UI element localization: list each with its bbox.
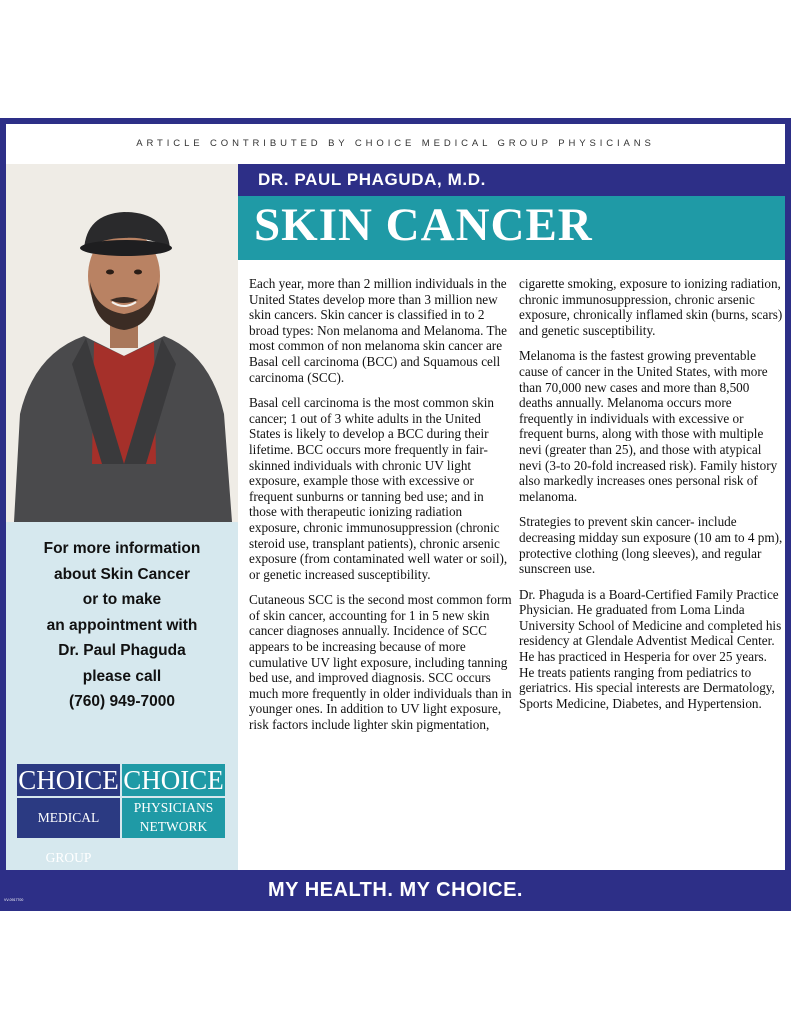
contact-line: about Skin Cancer xyxy=(53,565,191,583)
logo-choice-medical: CHOICE xyxy=(18,765,119,795)
article-paragraph: Cutaneous SCC is the second most common form of skin cancer, accounting for 1 in 5 new skin cancer diagnoses annually. Incidence of SCC appears to be increasing because of more cumulative UV light exposure, including tanning bed use, and improved diagnosis. SCC occurs much more frequently in older individuals than in younger ones. In addition to UV light exposure, risk factors include lighter skin pigmentation, xyxy=(249,592,512,733)
ad-code: VV-0917700 xyxy=(4,898,24,902)
logo-network: NETWORK xyxy=(139,819,208,834)
doctor-name-band xyxy=(238,164,785,196)
logo-physicians: PHYSICIANS xyxy=(133,800,214,815)
doctor-name: DR. PAUL PHAGUDA, M.D. xyxy=(258,170,486,189)
doctor-portrait xyxy=(6,164,238,522)
contact-line: For more information xyxy=(43,540,201,557)
logo-choice-physicians: CHOICE xyxy=(123,765,224,795)
contributor-line: ARTICLE CONTRIBUTED BY CHOICE MEDICAL GROUP PHYSICIANS xyxy=(136,138,655,149)
article-paragraph: Strategies to prevent skin cancer- include decreasing midday sun exposure (10 am to 4 pm), protective clothing (long sleeves), and regular sunscreen use. xyxy=(519,514,783,577)
contact-line: Dr. Paul Phaguda xyxy=(58,642,186,659)
logo-medical-group: MEDICAL GROUP xyxy=(17,798,120,838)
logo-physicians-network xyxy=(122,798,225,838)
article-frame xyxy=(0,118,791,911)
article-paragraph: cigarette smoking, exposure to ionizing radiation, chronic immunosuppression, chronic arsenic exposure, chronically inflamed skin (burns, scars) and genetic susceptibility. xyxy=(519,276,783,338)
article-title: SKIN CANCER xyxy=(254,199,593,251)
title-band xyxy=(238,196,785,260)
contact-line: please call xyxy=(82,667,162,685)
article-column-1 xyxy=(249,276,514,743)
doctor-photo xyxy=(6,164,238,522)
article-inner xyxy=(6,124,785,870)
contact-info xyxy=(6,536,238,715)
article-column-2 xyxy=(519,276,783,721)
article-paragraph: Dr. Phaguda is a Board-Certified Family Practice Physician. He graduated from Loma Linda University School of Medicine and completed his residency at Glendale Adventist Medical Center. He has practiced in Hesperia for over 25 years. He treats patients ranging from pediatrics to geriatrics. His special interests are Dermatology, Sports Medicine, Diabetes, and Hypertension. xyxy=(519,586,782,711)
contact-line: an appointment with xyxy=(46,616,198,634)
phone-number: (760) 949-7000 xyxy=(69,693,175,710)
choice-logo xyxy=(17,764,225,865)
article-paragraph: Each year, more than 2 million individuals in the United States develop more than 3 million new skin cancers. Skin cancer is classified in to 2 broad types: Non melanoma and Melanoma. The most common of non melanoma skin cancer are Basal cell carcinoma (BCC) and Squamous cell carcinoma (SCC). xyxy=(249,276,507,385)
article-paragraph: Basal cell carcinoma is the most common skin cancer; 1 out of 3 white adults in the United States is likely to develop a BCC during their lifetime. BCC occurs more frequently in fair-skinned individuals with chronic UV light exposure, example those with excessive or frequent sunburns or tanning bed use; and in those with therapeutic ionizing radiation exposure, chronic immunosuppression (chronic steroid use, transplant patients), chronic arsenic exposure (from contaminated well water or soil), or genetic increased susceptibility. xyxy=(249,395,508,582)
contact-line: or to make xyxy=(82,591,162,608)
tagline: MY HEALTH. MY CHOICE. xyxy=(268,879,523,901)
article-paragraph: Melanoma is the fastest growing preventable cause of cancer in the United States, with more than 70,000 new cases and more than 8,500 deaths annually. Melanoma occurs more frequently in individuals with excessive or frequent burns, along with those with multiple nevi (greater than 25), and those with atypical nevi (3-to 20-fold increased risk). Family history also markedly increases ones personal risk of melanoma. xyxy=(519,348,778,504)
contact-sidebar xyxy=(6,522,238,870)
